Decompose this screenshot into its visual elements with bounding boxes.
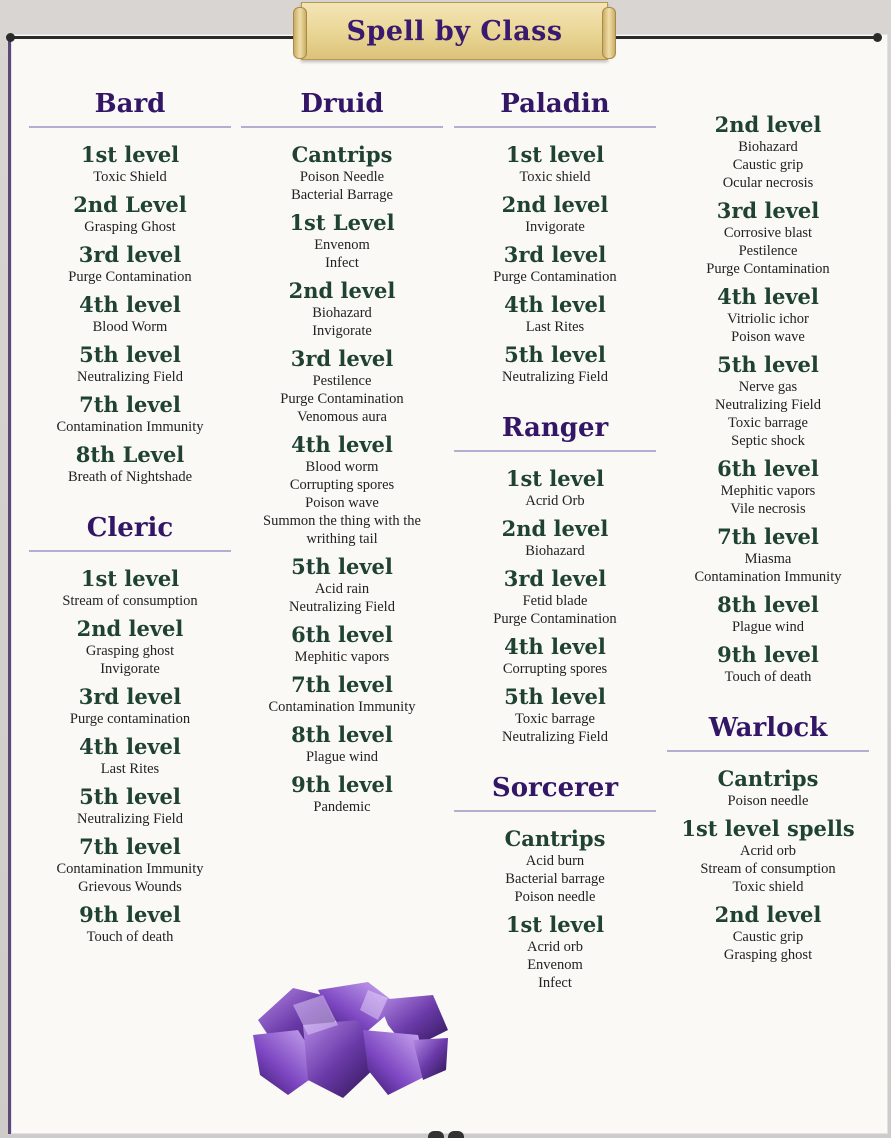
spell-name: Toxic shield bbox=[732, 879, 804, 895]
section-gap bbox=[668, 686, 868, 712]
level-heading: 2nd level bbox=[501, 516, 609, 541]
spell-name: Purge contamination bbox=[69, 711, 191, 727]
spell-name: Envenom bbox=[314, 237, 370, 253]
spell-name: Biohazard bbox=[312, 305, 372, 321]
spell-name: Contamination Immunity bbox=[56, 861, 204, 877]
section-gap bbox=[455, 386, 655, 412]
level-heading: 5th level bbox=[79, 342, 181, 367]
title-banner bbox=[301, 2, 608, 60]
level-heading: 9th level bbox=[79, 902, 181, 927]
level-heading: 4th level bbox=[79, 292, 181, 317]
spell-name: Mephitic vapors bbox=[720, 483, 816, 499]
level-heading: 6th level bbox=[717, 456, 819, 481]
spell-name: Plague wind bbox=[731, 619, 805, 635]
spell-name: Infect bbox=[538, 975, 572, 991]
class-title-cleric: Cleric bbox=[86, 513, 174, 543]
spell-name: Neutralizing Field bbox=[289, 599, 395, 615]
level-heading: 3rd level bbox=[78, 684, 182, 709]
level-heading: Cantrips bbox=[717, 766, 819, 791]
spell-name: Acid rain bbox=[314, 581, 370, 597]
spell-name: Toxic Shield bbox=[93, 169, 167, 185]
spell-name: Invigorate bbox=[525, 219, 585, 235]
page-title: Spell by Class bbox=[346, 15, 563, 47]
spell-name: Pestilence bbox=[738, 243, 798, 259]
spell-name: Poison wave bbox=[305, 495, 379, 511]
spell-name: Acrid Orb bbox=[525, 493, 585, 509]
level-heading: 9th level bbox=[717, 642, 819, 667]
spell-name: Toxic barrage bbox=[515, 711, 595, 727]
level-heading: 2nd level bbox=[714, 902, 822, 927]
level-heading: 1st level bbox=[80, 566, 180, 591]
level-heading: 2nd level bbox=[714, 112, 822, 137]
class-divider bbox=[241, 126, 443, 128]
spell-name: Grievous Wounds bbox=[78, 879, 182, 895]
class-divider bbox=[29, 126, 231, 128]
level-heading: 3rd level bbox=[78, 242, 182, 267]
spell-name: Pandemic bbox=[313, 799, 371, 815]
spell-name: Neutralizing Field bbox=[77, 811, 183, 827]
bottom-tab-left bbox=[428, 1131, 444, 1138]
class-divider bbox=[454, 810, 656, 812]
level-heading: 5th level bbox=[504, 684, 606, 709]
spell-name: Nerve gas bbox=[738, 379, 798, 395]
spell-name: Poison needle bbox=[514, 889, 596, 905]
level-heading: 5th level bbox=[717, 352, 819, 377]
spell-name: Breath of Nightshade bbox=[67, 469, 193, 485]
spell-name: Biohazard bbox=[738, 139, 798, 155]
column-1 bbox=[30, 88, 230, 946]
level-heading: 1st level bbox=[505, 912, 605, 937]
column-3 bbox=[455, 88, 655, 992]
class-title-warlock: Warlock bbox=[708, 713, 828, 743]
spell-name: Purge Contamination bbox=[280, 391, 404, 407]
level-heading: Cantrips bbox=[291, 142, 393, 167]
class-divider bbox=[454, 126, 656, 128]
spell-name: Poison Needle bbox=[299, 169, 385, 185]
section-gap bbox=[30, 486, 230, 512]
class-title-sorcerer: Sorcerer bbox=[491, 773, 619, 803]
spell-name: Last Rites bbox=[100, 761, 160, 777]
spell-name: Contamination Immunity bbox=[56, 419, 204, 435]
spell-name: Blood worm bbox=[305, 459, 379, 475]
purple-crystal-illustration bbox=[248, 980, 453, 1100]
level-heading: 5th level bbox=[504, 342, 606, 367]
spell-name: Invigorate bbox=[312, 323, 372, 339]
spell-name: Infect bbox=[325, 255, 359, 271]
level-heading: 7th level bbox=[79, 834, 181, 859]
spell-name: Envenom bbox=[527, 957, 583, 973]
level-heading: 8th Level bbox=[75, 442, 185, 467]
spell-name: Stream of consumption bbox=[62, 593, 198, 609]
class-divider bbox=[454, 450, 656, 452]
spell-name: Septic shock bbox=[731, 433, 805, 449]
level-heading: 2nd level bbox=[501, 192, 609, 217]
spell-name: Blood Worm bbox=[92, 319, 168, 335]
spell-name: writhing tail bbox=[306, 531, 378, 547]
spell-name: Pestilence bbox=[312, 373, 372, 389]
spell-name: Invigorate bbox=[100, 661, 160, 677]
spell-name: Grasping Ghost bbox=[84, 219, 176, 235]
spell-name: Fetid blade bbox=[522, 593, 588, 609]
level-heading: 2nd level bbox=[76, 616, 184, 641]
spell-name: Poison needle bbox=[727, 793, 809, 809]
class-divider bbox=[29, 550, 231, 552]
level-heading: 3rd level bbox=[503, 566, 607, 591]
level-heading: 7th level bbox=[79, 392, 181, 417]
spell-name: Corrupting spores bbox=[289, 477, 395, 493]
spell-name: Purge Contamination bbox=[493, 611, 617, 627]
level-heading: Cantrips bbox=[504, 826, 606, 851]
spell-name: Neutralizing Field bbox=[502, 369, 608, 385]
spell-name: Plague wind bbox=[305, 749, 379, 765]
spell-name: Acid burn bbox=[525, 853, 585, 869]
spell-name: Biohazard bbox=[525, 543, 585, 559]
spell-name: Neutralizing Field bbox=[715, 397, 821, 413]
spell-name: Purge Contamination bbox=[68, 269, 192, 285]
bottom-tab-right bbox=[448, 1131, 464, 1138]
level-heading: 8th level bbox=[291, 722, 393, 747]
spell-name: Bacterial Barrage bbox=[291, 187, 393, 203]
level-heading: 2nd Level bbox=[73, 192, 187, 217]
spell-name: Neutralizing Field bbox=[77, 369, 183, 385]
spell-name: Acrid orb bbox=[527, 939, 583, 955]
spell-name: Purge Contamination bbox=[706, 261, 830, 277]
spell-name: Contamination Immunity bbox=[268, 699, 416, 715]
spell-name: Summon the thing with the bbox=[263, 513, 421, 529]
spell-name: Toxic barrage bbox=[728, 415, 808, 431]
spell-name: Touch of death bbox=[724, 669, 812, 685]
spell-name: Venomous aura bbox=[297, 409, 387, 425]
level-heading: 4th level bbox=[504, 292, 606, 317]
spell-name: Grasping ghost bbox=[723, 947, 813, 963]
spell-name: Miasma bbox=[744, 551, 792, 567]
level-heading: 8th level bbox=[717, 592, 819, 617]
level-heading: 1st Level bbox=[289, 210, 395, 235]
level-heading: 3rd level bbox=[716, 198, 820, 223]
spell-name: Poison wave bbox=[731, 329, 805, 345]
level-heading: 9th level bbox=[291, 772, 393, 797]
class-title-druid: Druid bbox=[300, 89, 384, 119]
level-heading: 1st level spells bbox=[681, 816, 855, 841]
spell-name: Ocular necrosis bbox=[722, 175, 814, 191]
column-2 bbox=[242, 88, 442, 816]
level-heading: 1st level bbox=[505, 142, 605, 167]
class-title-paladin: Paladin bbox=[500, 89, 610, 119]
spell-name: Toxic shield bbox=[519, 169, 591, 185]
spell-name: Caustic grip bbox=[732, 929, 804, 945]
level-heading: 6th level bbox=[291, 622, 393, 647]
level-heading: 2nd level bbox=[288, 278, 396, 303]
level-heading: 5th level bbox=[291, 554, 393, 579]
spell-name: Caustic grip bbox=[732, 157, 804, 173]
level-heading: 4th level bbox=[79, 734, 181, 759]
level-heading: 7th level bbox=[291, 672, 393, 697]
level-heading: 4th level bbox=[291, 432, 393, 457]
level-heading: 3rd level bbox=[503, 242, 607, 267]
level-heading: 4th level bbox=[504, 634, 606, 659]
level-heading: 5th level bbox=[79, 784, 181, 809]
level-heading: 3rd level bbox=[290, 346, 394, 371]
spell-name: Acrid orb bbox=[740, 843, 796, 859]
spell-name: Corrosive blast bbox=[723, 225, 813, 241]
spell-name: Last Rites bbox=[525, 319, 585, 335]
level-heading: 1st level bbox=[80, 142, 180, 167]
spell-name: Vitriolic ichor bbox=[727, 311, 809, 327]
class-title-bard: Bard bbox=[94, 89, 166, 119]
level-heading: 7th level bbox=[717, 524, 819, 549]
spell-name: Mephitic vapors bbox=[294, 649, 390, 665]
spell-name: Corrupting spores bbox=[502, 661, 608, 677]
column-4 bbox=[668, 112, 868, 964]
spell-name: Neutralizing Field bbox=[502, 729, 608, 745]
section-gap bbox=[455, 746, 655, 772]
class-divider bbox=[667, 750, 869, 752]
class-title-ranger: Ranger bbox=[501, 413, 609, 443]
level-heading: 4th level bbox=[717, 284, 819, 309]
spell-name: Bacterial barrage bbox=[505, 871, 605, 887]
spell-name: Stream of consumption bbox=[700, 861, 836, 877]
spell-name: Touch of death bbox=[86, 929, 174, 945]
spell-name: Vile necrosis bbox=[730, 501, 806, 517]
spell-name: Grasping ghost bbox=[85, 643, 175, 659]
spell-name: Purge Contamination bbox=[493, 269, 617, 285]
level-heading: 1st level bbox=[505, 466, 605, 491]
spell-name: Contamination Immunity bbox=[694, 569, 842, 585]
